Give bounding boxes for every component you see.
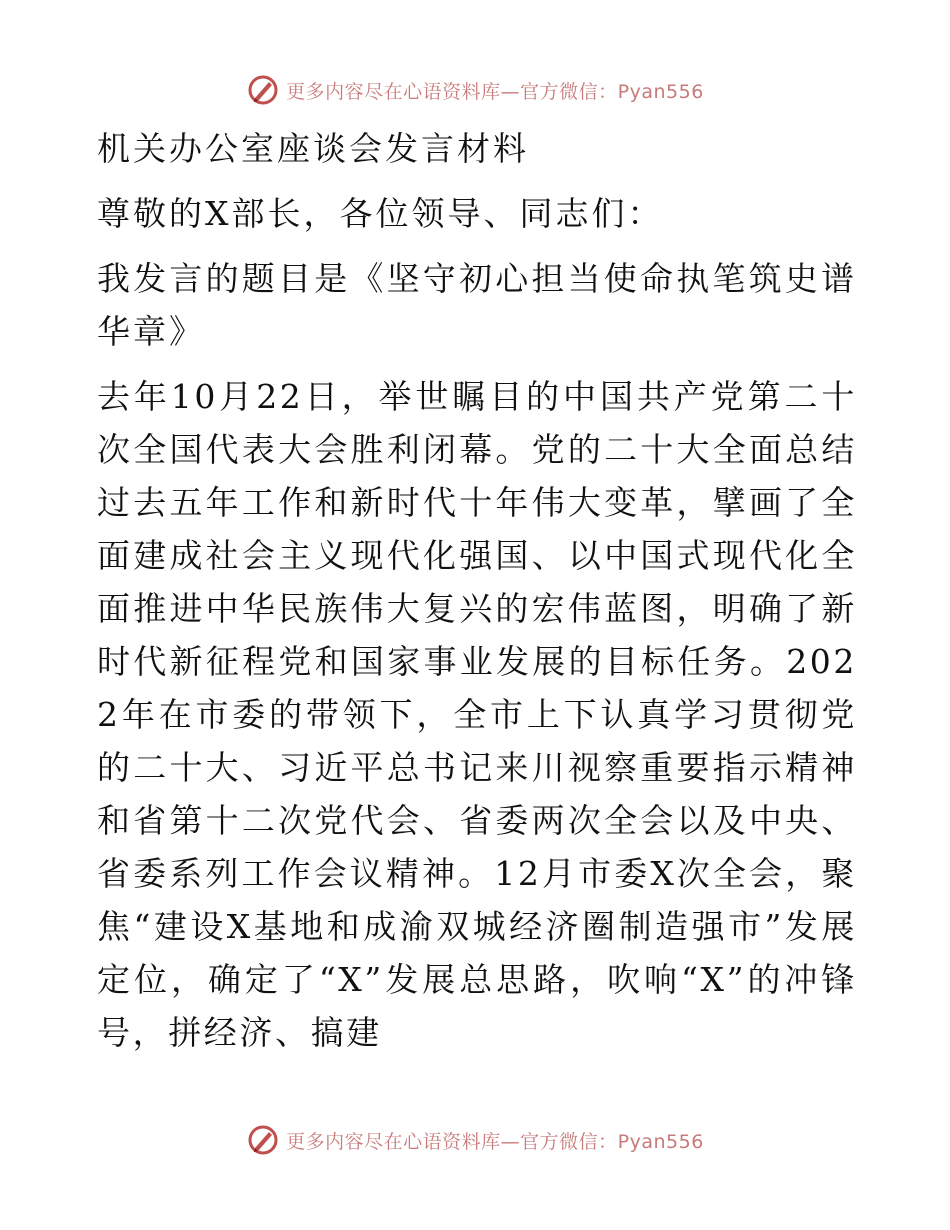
watermark-text: 更多内容尽在心语资料库—官方微信：Pyan556 [286, 1130, 704, 1153]
watermark-footer [0, 1120, 950, 1160]
watermark-header [0, 70, 950, 110]
pen-logo-icon [246, 1123, 280, 1157]
speech-topic: 我发言的题目是《坚守初心担当使命执笔筑史谱华章》 [97, 259, 857, 351]
watermark-text: 更多内容尽在心语资料库—官方微信：Pyan556 [286, 80, 704, 103]
pen-logo-icon [246, 73, 280, 107]
body-paragraph: 去年10月22日，举世瞩目的中国共产党第二十次全国代表大会胜利闭幕。党的二十大全面总结过去五年工作和新时代十年伟大变革，擘画了全面建成社会主义现代化强国、以中国式现代化全面推进中华民族伟大复兴的宏伟蓝图，明确了新时代新征程党和国家事业发展的目标任务。2022年在市委的带领下，全市上下认真学习贯彻党的二十大、习近平总书记来川视察重要指示精神和省第十二次党代会、省委两次全会以及中央、省委系列工作会议精神。12月市委X次全会，聚焦“建设X基地和成渝双城经济圈制造强市”发展定位，确定了“X”发展总思路，吹响“X”的冲锋号，拼经济、搞建 [97, 377, 857, 1052]
document-body [97, 122, 857, 1059]
document-title: 机关办公室座谈会发言材料 [97, 129, 529, 168]
greeting: 尊敬的X部长，各位领导、同志们： [97, 194, 664, 233]
